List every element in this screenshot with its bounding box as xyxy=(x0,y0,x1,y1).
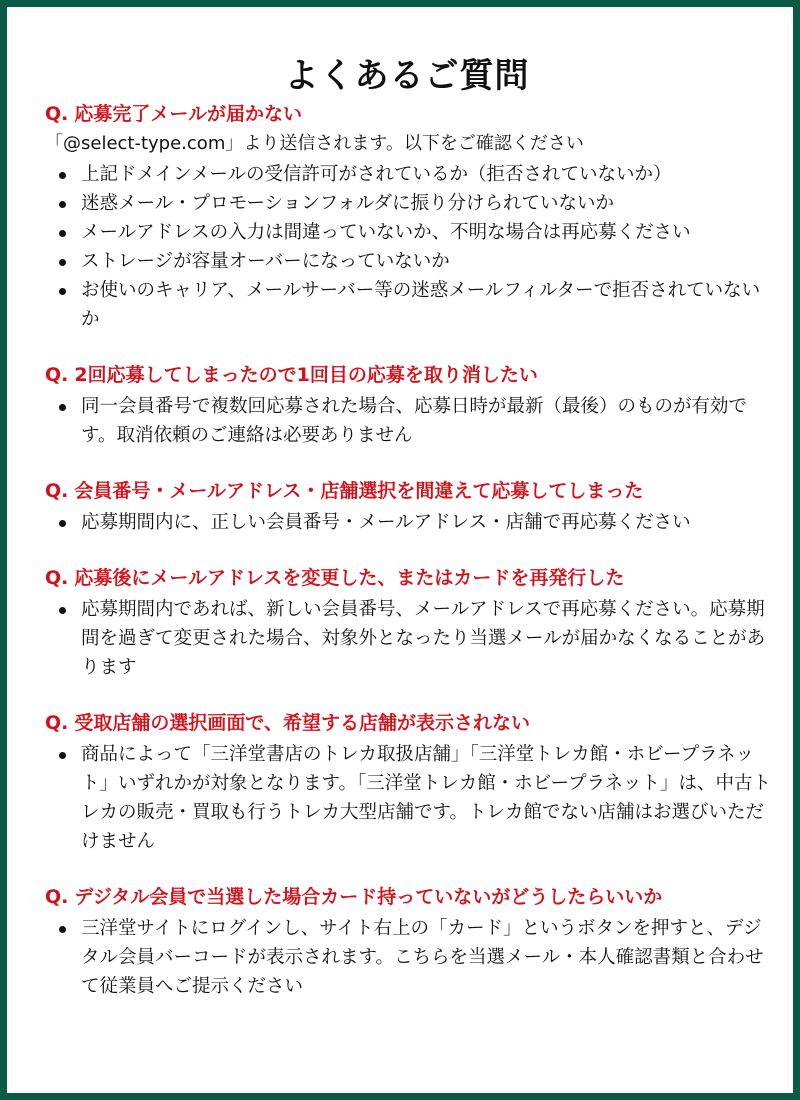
question-prefix: Q. xyxy=(45,103,69,125)
page-title: よくあるご質問 xyxy=(284,55,530,96)
faq-item xyxy=(45,708,775,856)
answer-item: 商品によって「三洋堂書店のトレカ取扱店舗」「三洋堂トレカ館・ホビープラネット」いずれかが対象となります。「三洋堂トレカ館・ホビープラネット」は、中古トレカの販売・買取も行うトレカ大型店舗です。トレカ館でない店舗はお選びいただけません xyxy=(45,740,775,856)
answer-intro: 「@select-type.com」より送信されます。以下をご確認ください xyxy=(45,133,584,154)
answer-item: 三洋堂サイトにログインし、サイト右上の「カード」というボタンを押すと、デジタル会員バーコードが表示されます。こちらを当選メール・本人確認書類と合わせて従業員へご提示ください xyxy=(45,914,775,1001)
faq-list xyxy=(45,99,775,1027)
answer-list xyxy=(45,914,775,1001)
question-prefix: Q. xyxy=(45,480,69,502)
answer-item: 迷惑メール・プロモーションフォルダに振り分けられていないか xyxy=(45,189,775,218)
question-text: 応募完了メールが届かない xyxy=(74,103,302,125)
faq-item xyxy=(45,360,775,450)
faq-question xyxy=(45,360,775,390)
answer-list xyxy=(45,740,775,856)
question-prefix: Q. xyxy=(45,712,69,734)
answer-item: お使いのキャリア、メールサーバー等の迷惑メールフィルターで拒否されていないか xyxy=(45,276,775,334)
answer-item: ストレージが容量オーバーになっていないか xyxy=(45,247,775,276)
question-prefix: Q. xyxy=(45,364,69,386)
answer-item: メールアドレスの入力は間違っていないか、不明な場合は再応募ください xyxy=(45,218,775,247)
question-text: 受取店舗の選択画面で、希望する店舗が表示されない xyxy=(74,712,530,734)
answer-list xyxy=(45,160,775,334)
faq-question xyxy=(45,476,775,506)
faq-question xyxy=(45,708,775,738)
answer-item: 応募期間内であれば、新しい会員番号、メールアドレスで再応募ください。応募期間を過ぎて変更された場合、対象外となったり当選メールが届かなくなることがあります xyxy=(45,595,775,682)
question-text: 会員番号・メールアドレス・店舗選択を間違えて応募してしまった xyxy=(74,480,644,502)
question-prefix: Q. xyxy=(45,886,69,908)
answer-list xyxy=(45,595,775,682)
faq-item xyxy=(45,882,775,1001)
answer-list xyxy=(45,392,775,450)
faq-item xyxy=(45,563,775,682)
question-text: 2回応募してしまったので1回目の応募を取り消したい xyxy=(74,364,538,386)
faq-question xyxy=(45,563,775,593)
answer-item: 上記ドメインメールの受信許可がされているか（拒否されていないか） xyxy=(45,160,775,189)
answer-item: 同一会員番号で複数回応募された場合、応募日時が最新（最後）のものが有効です。取消依頼のご連絡は必要ありません xyxy=(45,392,775,450)
answer-item: 応募期間内に、正しい会員番号・メールアドレス・店舗で再応募ください xyxy=(45,508,775,537)
faq-item xyxy=(45,476,775,537)
faq-question xyxy=(45,882,775,912)
question-text: 応募後にメールアドレスを変更した、またはカードを再発行した xyxy=(74,567,625,589)
answer-list xyxy=(45,508,775,537)
faq-question xyxy=(45,99,775,129)
question-prefix: Q. xyxy=(45,567,69,589)
faq-item xyxy=(45,99,775,334)
question-text: デジタル会員で当選した場合カード持っていないがどうしたらいいか xyxy=(74,886,663,908)
